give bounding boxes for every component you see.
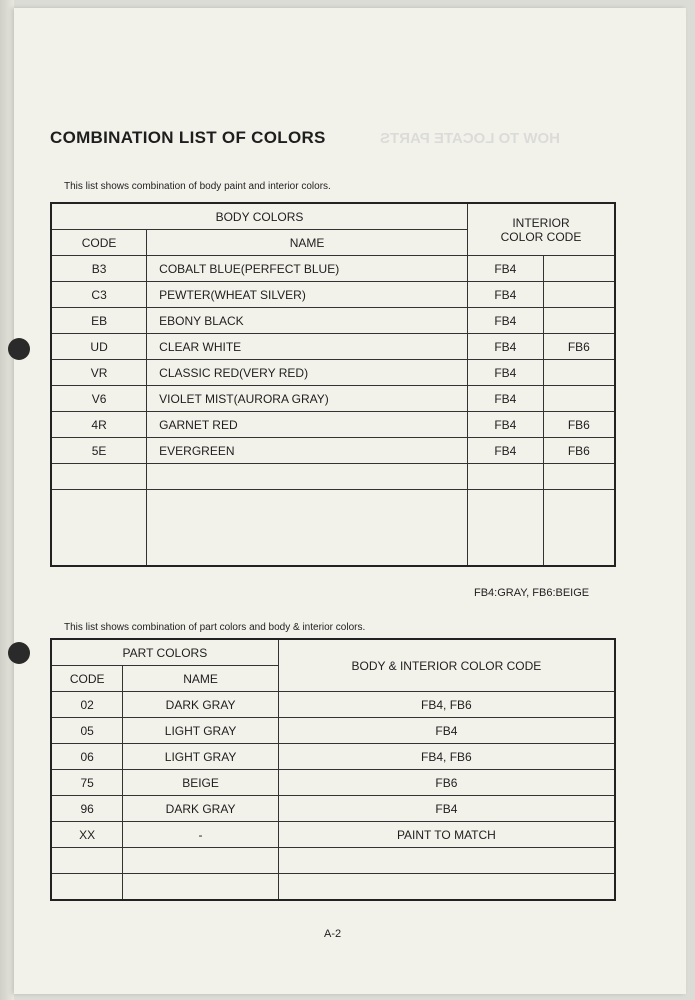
empty-cell [51, 540, 147, 566]
body-code-cell: 4R [51, 412, 147, 438]
empty-cell [147, 515, 468, 540]
interior-code-2-cell [543, 360, 615, 386]
empty-row [51, 540, 615, 566]
part-name-cell: LIGHT GRAY [123, 718, 278, 744]
table-row [51, 360, 615, 386]
body-code-cell: UD [51, 334, 147, 360]
part-colors-group-header: PART COLORS [51, 639, 278, 666]
interior-code-1-cell: FB4 [467, 308, 543, 334]
table-row [51, 822, 615, 848]
part-code-cell: 75 [51, 770, 123, 796]
body-interior-code-header: BODY & INTERIOR COLOR CODE [278, 639, 615, 692]
body-name-cell: COBALT BLUE(PERFECT BLUE) [147, 256, 468, 282]
table-row [51, 796, 615, 822]
body-interior-codes-cell: PAINT TO MATCH [278, 822, 615, 848]
part-colors-intro: This list shows combination of part colors and body & interior colors. [64, 622, 366, 633]
empty-cell [51, 874, 123, 901]
table-row [51, 308, 615, 334]
part-name-cell: BEIGE [123, 770, 278, 796]
table-row [51, 438, 615, 464]
empty-row [51, 464, 615, 490]
binder-hole-bottom [8, 642, 30, 664]
body-colors-group-header: BODY COLORS [51, 203, 467, 230]
interior-code-1-cell: FB4 [467, 438, 543, 464]
body-code-cell: VR [51, 360, 147, 386]
bleed-through-text: HOW TO LOCATE PARTS [380, 130, 560, 147]
interior-color-code-header [467, 203, 615, 256]
body-code-cell: 5E [51, 438, 147, 464]
interior-code-1-cell: FB4 [467, 360, 543, 386]
interior-code-1-cell: FB4 [467, 282, 543, 308]
interior-code-2-cell: FB6 [543, 438, 615, 464]
body-code-header: CODE [51, 230, 147, 256]
empty-cell [147, 464, 468, 490]
interior-code-2-cell [543, 386, 615, 412]
empty-cell [51, 464, 147, 490]
interior-code-2-cell [543, 256, 615, 282]
body-interior-codes-cell: FB4 [278, 718, 615, 744]
interior-code-2-cell [543, 282, 615, 308]
empty-cell [278, 848, 615, 874]
body-colors-intro: This list shows combination of body paint and interior colors. [64, 181, 331, 192]
page-number: A-2 [324, 928, 342, 940]
empty-cell [147, 490, 468, 516]
empty-cell [543, 540, 615, 566]
body-colors-table [50, 202, 616, 567]
body-interior-codes-cell: FB4, FB6 [278, 692, 615, 718]
part-code-cell: 02 [51, 692, 123, 718]
body-name-cell: GARNET RED [147, 412, 468, 438]
empty-row [51, 515, 615, 540]
part-code-cell: XX [51, 822, 123, 848]
binder-hole-top [8, 338, 30, 360]
body-code-cell: B3 [51, 256, 147, 282]
table-row [51, 412, 615, 438]
body-code-cell: EB [51, 308, 147, 334]
body-name-header: NAME [147, 230, 468, 256]
body-name-cell: EVERGREEN [147, 438, 468, 464]
empty-cell [51, 515, 147, 540]
body-interior-codes-cell: FB4, FB6 [278, 744, 615, 770]
empty-cell [467, 464, 543, 490]
body-code-cell: C3 [51, 282, 147, 308]
part-name-cell: DARK GRAY [123, 796, 278, 822]
empty-row [51, 490, 615, 516]
page-title: COMBINATION LIST OF COLORS [50, 128, 326, 147]
empty-cell [467, 490, 543, 516]
part-colors-table [50, 638, 616, 901]
interior-header-line2: COLOR CODE [500, 229, 582, 244]
body-code-cell: V6 [51, 386, 147, 412]
body-interior-codes-cell: FB6 [278, 770, 615, 796]
body-name-cell: CLASSIC RED(VERY RED) [147, 360, 468, 386]
empty-cell [123, 848, 278, 874]
empty-cell [147, 540, 468, 566]
body-name-cell: CLEAR WHITE [147, 334, 468, 360]
interior-code-2-cell: FB6 [543, 412, 615, 438]
part-code-cell: 05 [51, 718, 123, 744]
interior-code-2-cell: FB6 [543, 334, 615, 360]
body-name-cell: VIOLET MIST(AURORA GRAY) [147, 386, 468, 412]
table-row [51, 692, 615, 718]
part-name-header: NAME [123, 666, 278, 692]
part-code-cell: 06 [51, 744, 123, 770]
part-code-header: CODE [51, 666, 123, 692]
interior-code-legend: FB4:GRAY, FB6:BEIGE [474, 587, 590, 599]
table-row [51, 256, 615, 282]
interior-code-1-cell: FB4 [467, 386, 543, 412]
interior-code-1-cell: FB4 [467, 256, 543, 282]
page-edge [0, 0, 14, 1000]
empty-cell [543, 490, 615, 516]
table-row [51, 334, 615, 360]
empty-row [51, 848, 615, 874]
empty-cell [467, 540, 543, 566]
empty-cell [543, 515, 615, 540]
part-name-cell: LIGHT GRAY [123, 744, 278, 770]
part-name-cell: - [123, 822, 278, 848]
interior-header-line1: INTERIOR [512, 215, 570, 230]
empty-cell [278, 874, 615, 901]
body-name-cell: PEWTER(WHEAT SILVER) [147, 282, 468, 308]
interior-code-1-cell: FB4 [467, 334, 543, 360]
interior-code-2-cell [543, 308, 615, 334]
empty-cell [467, 515, 543, 540]
table-row [51, 386, 615, 412]
empty-cell [51, 848, 123, 874]
part-name-cell: DARK GRAY [123, 692, 278, 718]
empty-cell [123, 874, 278, 901]
interior-code-1-cell: FB4 [467, 412, 543, 438]
table-row [51, 282, 615, 308]
body-name-cell: EBONY BLACK [147, 308, 468, 334]
table-row [51, 770, 615, 796]
empty-cell [543, 464, 615, 490]
table-row [51, 744, 615, 770]
empty-row [51, 874, 615, 901]
part-code-cell: 96 [51, 796, 123, 822]
body-interior-codes-cell: FB4 [278, 796, 615, 822]
empty-cell [51, 490, 147, 516]
table-row [51, 718, 615, 744]
